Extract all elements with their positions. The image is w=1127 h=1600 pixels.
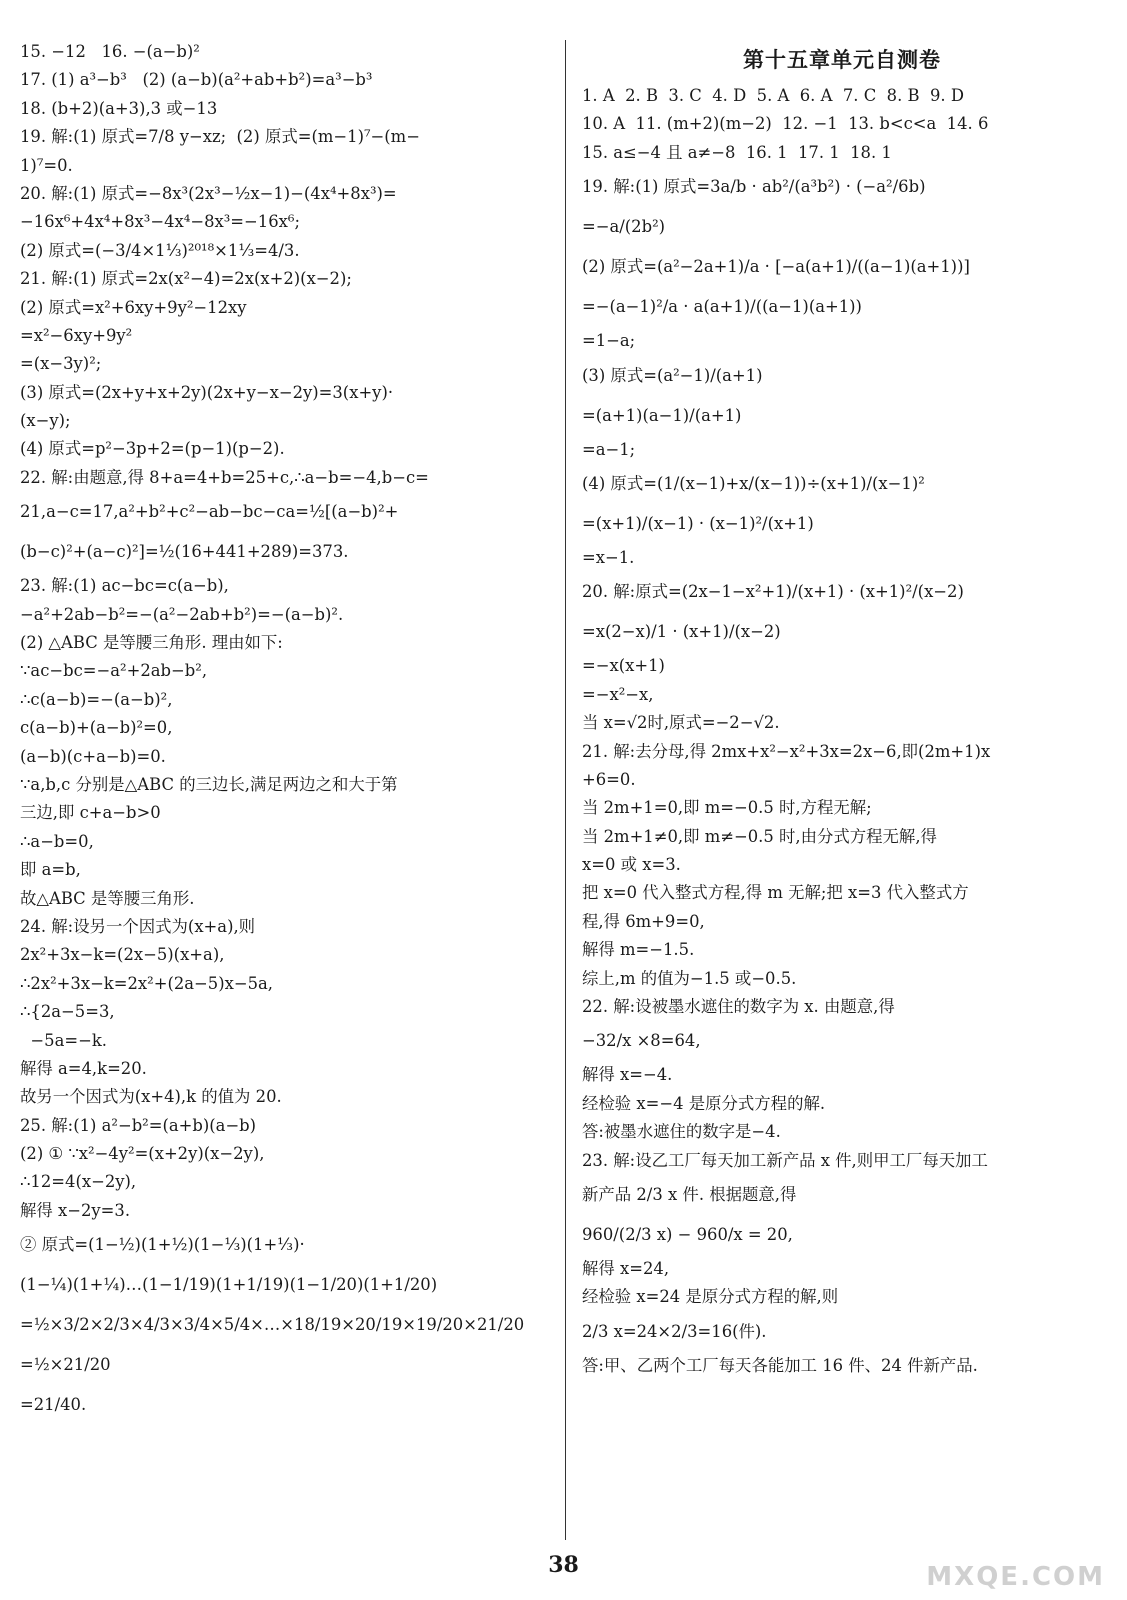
answer-line: −16x⁶+4x⁴+8x³−4x⁴−8x³=−16x⁶; [20,212,300,232]
answer-line: 把 x=0 代入整式方程,得 m 无解;把 x=3 代入整式方 [582,883,969,903]
answer-line: =−(a−1)²/a · a(a+1)/((a−1)(a+1)) [582,297,862,317]
answer-line: +6=0. [582,769,636,789]
answer-line: 解得 x=24, [582,1258,670,1278]
watermark-logo: MXQE.COM [926,1562,1105,1592]
answer-line: (4) 原式=p²−3p+2=(p−1)(p−2). [20,439,285,459]
answer-line: 22. 解:设被墨水遮住的数字为 x. 由题意,得 [582,997,895,1017]
answer-line: =−x²−x, [582,684,654,704]
answer-line: 解得 x−2y=3. [20,1200,131,1220]
answer-line: 18. (b+2)(a+3),3 或−13 [20,98,218,118]
answer-line: 解得 m=−1.5. [582,940,695,960]
answer-line: 17. (1) a³−b³ (2) (a−b)(a²+ab+b²)=a³−b³ [20,70,373,90]
answer-line: (a−b)(c+a−b)=0. [20,746,166,766]
answer-line: 当 2m+1=0,即 m=−0.5 时,方程无解; [582,798,872,818]
answer-line: (x−y); [20,411,71,431]
answer-line: ∵ac−bc=−a²+2ab−b², [20,661,208,681]
answer-line: 1. A 2. B 3. C 4. D 5. A 6. A 7. C 8. B 9. D [582,86,964,105]
answer-line: 25. 解:(1) a²−b²=(a+b)(a−b) [20,1115,257,1135]
answer-line: 故△ABC 是等腰三角形. [20,888,195,908]
answer-line: 程,得 6m+9=0, [582,911,705,931]
left-column [20,38,550,1425]
answer-line: ∴2x²+3x−k=2x²+(2a−5)x−5a, [20,973,273,993]
answer-line: ∴c(a−b)=−(a−b)², [20,689,173,709]
answer-line: (2) ① ∵x²−4y²=(x+2y)(x−2y), [20,1144,265,1164]
answer-line: 21. 解:(1) 原式=2x(x²−4)=2x(x+2)(x−2); [20,269,352,289]
answer-line: (3) 原式=(2x+y+x+2y)(2x+y−x−2y)=3(x+y)· [20,382,394,402]
answer-line: 2x²+3x−k=(2x−5)(x+a), [20,945,225,965]
answer-line: (4) 原式=(1/(x−1)+x/(x−1))÷(x+1)/(x−1)² [582,473,925,493]
answer-line: 22. 解:由题意,得 8+a=4+b=25+c,∴a−b=−4,b−c= [20,467,429,487]
answer-line: ∴{2a−5=3, [20,1002,115,1022]
answer-line: (2) 原式=x²+6xy+9y²−12xy [20,297,247,317]
answer-line: 960/(2/3 x) − 960/x = 20, [582,1224,793,1244]
answer-line: 15. a≤−4 且 a≠−8 16. 1 17. 1 18. 1 [582,142,892,162]
answer-line: 21,a−c=17,a²+b²+c²−ab−bc−ca=½[(a−b)²+ [20,502,399,522]
answer-line: 答:被墨水遮住的数字是−4. [582,1122,781,1142]
answer-line: 24. 解:设另一个因式为(x+a),则 [20,916,256,936]
answer-line: 1)⁷=0. [20,155,73,175]
answer-line: ② 原式=(1−½)(1+½)(1−⅓)(1+⅓)· [20,1235,305,1255]
answer-line: (3) 原式=(a²−1)/(a+1) [582,365,763,385]
answer-line: 2/3 x=24×2/3=16(件). [582,1321,767,1341]
answer-line: 20. 解:(1) 原式=−8x³(2x³−½x−1)−(4x⁴+8x³)= [20,183,397,203]
answer-line: =½×3/2×2/3×4/3×3/4×5/4×…×18/19×20/19×19/20×21/20 [20,1315,525,1335]
answer-line: 21. 解:去分母,得 2mx+x²−x²+3x=2x−6,即(2m+1)x [582,741,991,761]
answer-line: 故另一个因式为(x+4),k 的值为 20. [20,1087,282,1107]
answer-line: 23. 解:设乙工厂每天加工新产品 x 件,则甲工厂每天加工 [582,1150,988,1170]
answer-line: =(x+1)/(x−1) · (x−1)²/(x+1) [582,513,814,533]
answer-line: =1−a; [582,331,636,351]
answer-line: 经检验 x=−4 是原分式方程的解. [582,1093,826,1113]
answer-line: 解得 a=4,k=20. [20,1058,147,1078]
answer-line: −32/x ×8=64, [582,1031,701,1051]
answer-line: (2) 原式=(−3/4×1⅓)²⁰¹⁸×1⅓=4/3. [20,240,300,260]
answer-line: =x(2−x)/1 · (x+1)/(x−2) [582,622,781,642]
answer-line: ∴12=4(x−2y), [20,1172,137,1192]
answer-line: =−x(x+1) [582,656,665,676]
answer-line: 经检验 x=24 是原分式方程的解,则 [582,1287,839,1307]
answer-line: ∴a−b=0, [20,831,94,851]
answer-line: 10. A 11. (m+2)(m−2) 12. −1 13. b<c<a 14. 6 [582,114,989,134]
answer-line: −5a=−k. [20,1030,107,1050]
answer-line: 三边,即 c+a−b>0 [20,803,161,823]
column-divider [565,40,566,1540]
answer-line: =(a+1)(a−1)/(a+1) [582,405,742,425]
chapter-title: 第十五章单元自测卷 [743,48,941,72]
answer-line: =½×21/20 [20,1355,111,1375]
answer-line: 解得 x=−4. [582,1065,673,1085]
answer-line: 即 a=b, [20,860,81,880]
answer-line: 20. 解:原式=(2x−1−x²+1)/(x+1) · (x+1)²/(x−2) [582,582,964,602]
answer-line: =a−1; [582,439,636,459]
answer-line: =(x−3y)²; [20,354,102,374]
answer-line: =x−1. [582,547,635,567]
answer-line: x=0 或 x=3. [582,855,681,875]
answer-line: ∵a,b,c 分别是△ABC 的三边长,满足两边之和大于第 [20,774,398,794]
answer-line: 当 2m+1≠0,即 m≠−0.5 时,由分式方程无解,得 [582,826,937,846]
answer-line: (b−c)²+(a−c)²]=½(16+441+289)=373. [20,542,349,562]
answer-line: (2) 原式=(a²−2a+1)/a · [−a(a+1)/((a−1)(a+1))] [582,257,970,277]
answer-line: =21/40. [20,1395,87,1415]
right-column [582,38,1102,1380]
page-number: 38 [548,1552,579,1578]
answer-line: c(a−b)+(a−b)²=0, [20,718,173,738]
answer-line: 新产品 2/3 x 件. 根据题意,得 [582,1184,797,1204]
answer-line: =x²−6xy+9y² [20,325,133,345]
answer-line: 19. 解:(1) 原式=7/8 y−xz; (2) 原式=(m−1)⁷−(m− [20,127,420,147]
answer-line: 综上,m 的值为−1.5 或−0.5. [582,968,797,988]
answer-line: 当 x=√2时,原式=−2−√2. [582,713,780,733]
answer-line: −a²+2ab−b²=−(a²−2ab+b²)=−(a−b)². [20,604,344,624]
answer-line: 19. 解:(1) 原式=3a/b · ab²/(a³b²) · (−a²/6b) [582,177,926,197]
answer-line: 15. −12 16. −(a−b)² [20,42,200,61]
answer-line: (1−¼)(1+¼)…(1−1/19)(1+1/19)(1−1/20)(1+1/20) [20,1275,438,1295]
answer-line: (2) △ABC 是等腰三角形. 理由如下: [20,633,283,653]
answer-line: 23. 解:(1) ac−bc=c(a−b), [20,576,229,596]
answer-line: =−a/(2b²) [582,217,666,237]
answer-line: 答:甲、乙两个工厂每天各能加工 16 件、24 件新产品. [582,1355,978,1375]
